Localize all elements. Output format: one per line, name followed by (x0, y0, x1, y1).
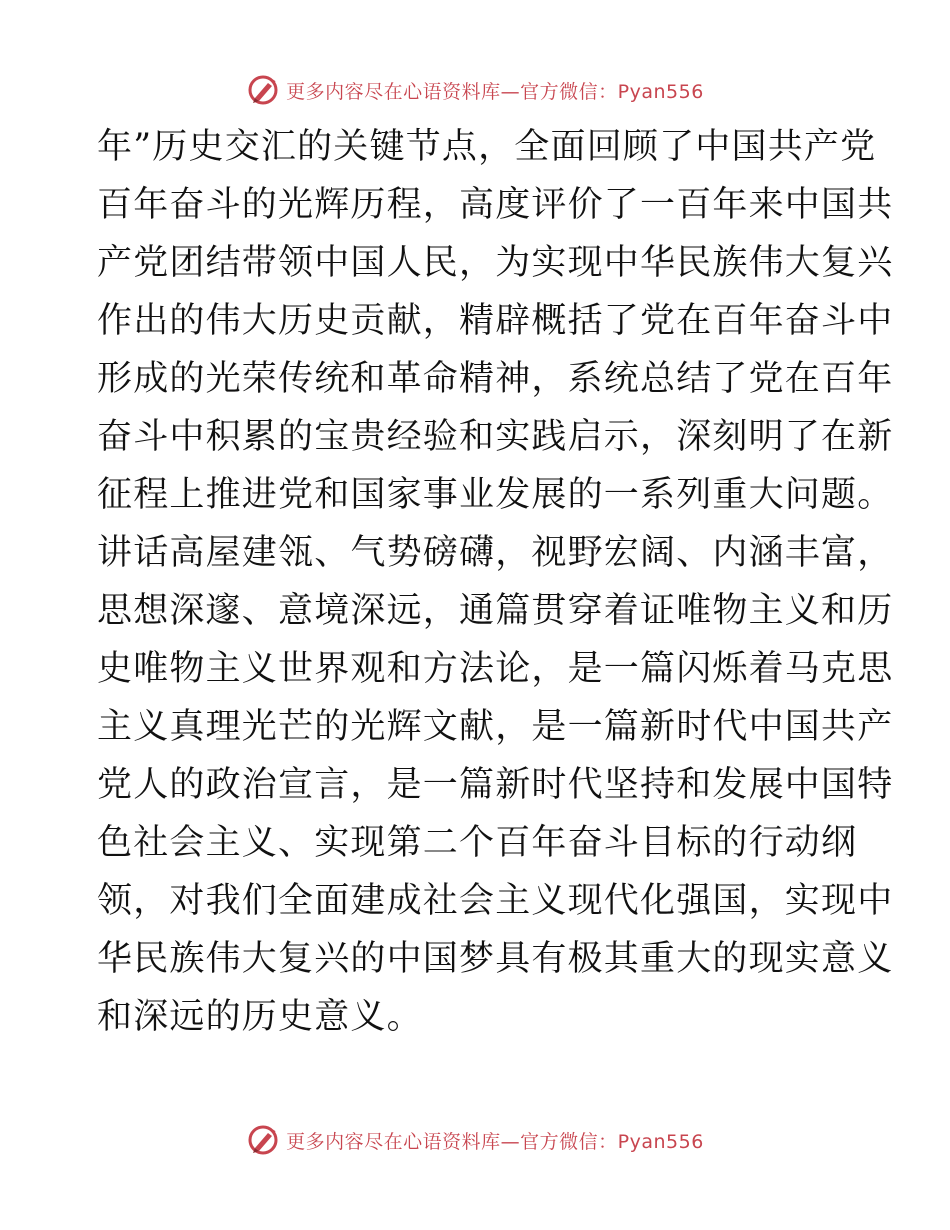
document-body (97, 118, 894, 1046)
text-line: 主义真理光芒的光辉文献，是一篇新时代中国共产 (97, 707, 894, 747)
text-line: 领，对我们全面建成社会主义现代化强国，实现中 (97, 881, 894, 921)
header-banner-text: 更多内容尽在心语资料库—官方微信：Pyan556 (286, 80, 704, 103)
header-banner (0, 70, 950, 110)
text-line: 思想深邃、意境深远，通篇贯穿着证唯物主义和历 (97, 591, 894, 631)
text-line: 形成的光荣传统和革命精神，系统总结了党在百年 (97, 359, 894, 399)
text-line: 讲话高屋建瓴、气势磅礴，视野宏阔、内涵丰富， (97, 533, 894, 573)
text-line: 百年奋斗的光辉历程，高度评价了一百年来中国共 (97, 185, 894, 225)
footer-banner-text: 更多内容尽在心语资料库—官方微信：Pyan556 (286, 1130, 704, 1153)
text-line: 华民族伟大复兴的中国梦具有极其重大的现实意义 (97, 939, 894, 979)
text-line: 党人的政治宣言，是一篇新时代坚持和发展中国特 (97, 765, 894, 805)
text-line: 史唯物主义世界观和方法论，是一篇闪烁着马克思 (97, 649, 894, 689)
text-line: 奋斗中积累的宝贵经验和实践启示，深刻明了在新 (97, 417, 894, 457)
text-line: 和深远的历史意义。 (97, 997, 423, 1037)
text-line: 年”历史交汇的关键节点，全面回顾了中国共产党 (97, 127, 877, 167)
pen-logo-icon (246, 1123, 280, 1157)
footer-banner (0, 1120, 950, 1160)
text-line: 作出的伟大历史贡献，精辟概括了党在百年奋斗中 (97, 301, 894, 341)
text-line: 产党团结带领中国人民，为实现中华民族伟大复兴 (97, 243, 894, 283)
pen-logo-icon (246, 73, 280, 107)
text-line: 征程上推进党和国家事业发展的一系列重大问题。 (97, 475, 894, 515)
text-line: 色社会主义、实现第二个百年奋斗目标的行动纲 (97, 823, 858, 863)
